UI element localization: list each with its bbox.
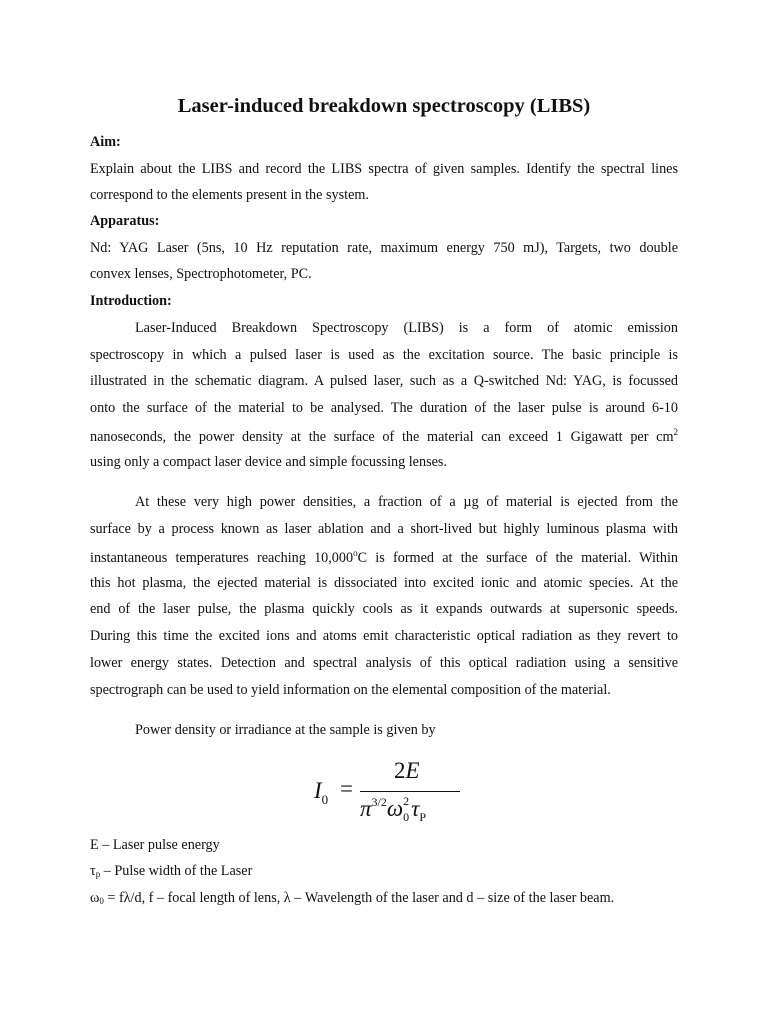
- formula-lhs: $I_0$: [314, 778, 329, 807]
- intro-p2-line-4: this hot plasma, the ejected material is dissociated into excited ionic and atomic species. At the: [90, 575, 678, 591]
- formula-equals: =: [340, 776, 353, 801]
- intro-p2-line-2: surface by a process known as laser ablation and a short-lived but highly luminous plasma with: [90, 521, 678, 537]
- aim-line-1: Explain about the LIBS and record the LIBS spectra of given samples. Identify the spectral lines: [90, 161, 678, 177]
- intro-p1-line-5: nanoseconds, the power density at the surface of the material can exceed 1 Gigawatt per $cm^2$: [90, 427, 678, 445]
- def-pulse-width: $\tau_p$ – Pulse width of the Laser: [90, 863, 253, 879]
- intro-p3: Power density or irradiance at the sample is given by: [135, 722, 436, 738]
- intro-p1-line-2: spectroscopy in which a pulsed laser is used as the excitation source. The basic principle is: [90, 347, 678, 363]
- intro-p1-line-1: Laser-Induced Breakdown Spectroscopy (LIBS) is a form of atomic emission: [135, 320, 678, 336]
- formula-denominator: $\pi^{3/2}\omega$ 2 0 $\tau_P$: [360, 794, 427, 824]
- intro-p2-line-5: end of the laser pulse, the plasma quickly cools as it expands outwards at supersonic speeds.: [90, 601, 678, 617]
- page-title: Laser-induced breakdown spectroscopy (LIBS): [177, 95, 591, 117]
- apparatus-line-1: Nd: YAG Laser (5ns, 10 Hz reputation rate, maximum energy 750 mJ), Targets, two double: [90, 240, 678, 256]
- formula-numerator: 2E: [394, 758, 420, 783]
- intro-p2-line-8: spectrograph can be used to yield information on the elemental composition of the material.: [90, 682, 611, 698]
- intro-p2-line-7: lower energy states. Detection and spectral analysis of this optical radiation using a sensitive: [90, 655, 678, 671]
- intro-p2-line-3: instantaneous temperatures reaching 10,000$^o$C is formed at the surface of the material. Within: [90, 548, 678, 566]
- apparatus-heading: Apparatus:: [90, 213, 160, 229]
- intro-p1-line-3: illustrated in the schematic diagram. A pulsed laser, such as a Q-switched Nd: YAG, is focussed: [90, 373, 678, 389]
- irradiance-formula: [312, 758, 462, 824]
- apparatus-line-2: convex lenses, Spectrophotometer, PC.: [90, 266, 312, 282]
- aim-line-2: correspond to the elements present in the system.: [90, 187, 369, 203]
- superscript-degree: o: [353, 548, 358, 558]
- intro-p2-line-1: At these very high power densities, a fraction of a µg of material is ejected from the: [135, 494, 678, 510]
- introduction-heading: Introduction:: [90, 293, 172, 309]
- def-omega: $\omega_0 = f\lambda/d$, f – focal length of lens, λ – Wavelength of the laser and d – size of the laser beam.: [90, 890, 615, 906]
- superscript-2: 2: [673, 427, 678, 437]
- intro-p1-line-4: onto the surface of the material to be analysed. The duration of the laser pulse is around 6-10: [90, 400, 678, 416]
- intro-p2-line-6: During this time the excited ions and atoms emit characteristic optical radiation as they revert to: [90, 628, 678, 644]
- def-energy: E – Laser pulse energy: [90, 837, 220, 853]
- aim-heading: Aim:: [90, 134, 121, 150]
- fraction-bar: [360, 791, 460, 792]
- intro-p1-line-6: using only a compact laser device and simple focussing lenses.: [90, 454, 447, 470]
